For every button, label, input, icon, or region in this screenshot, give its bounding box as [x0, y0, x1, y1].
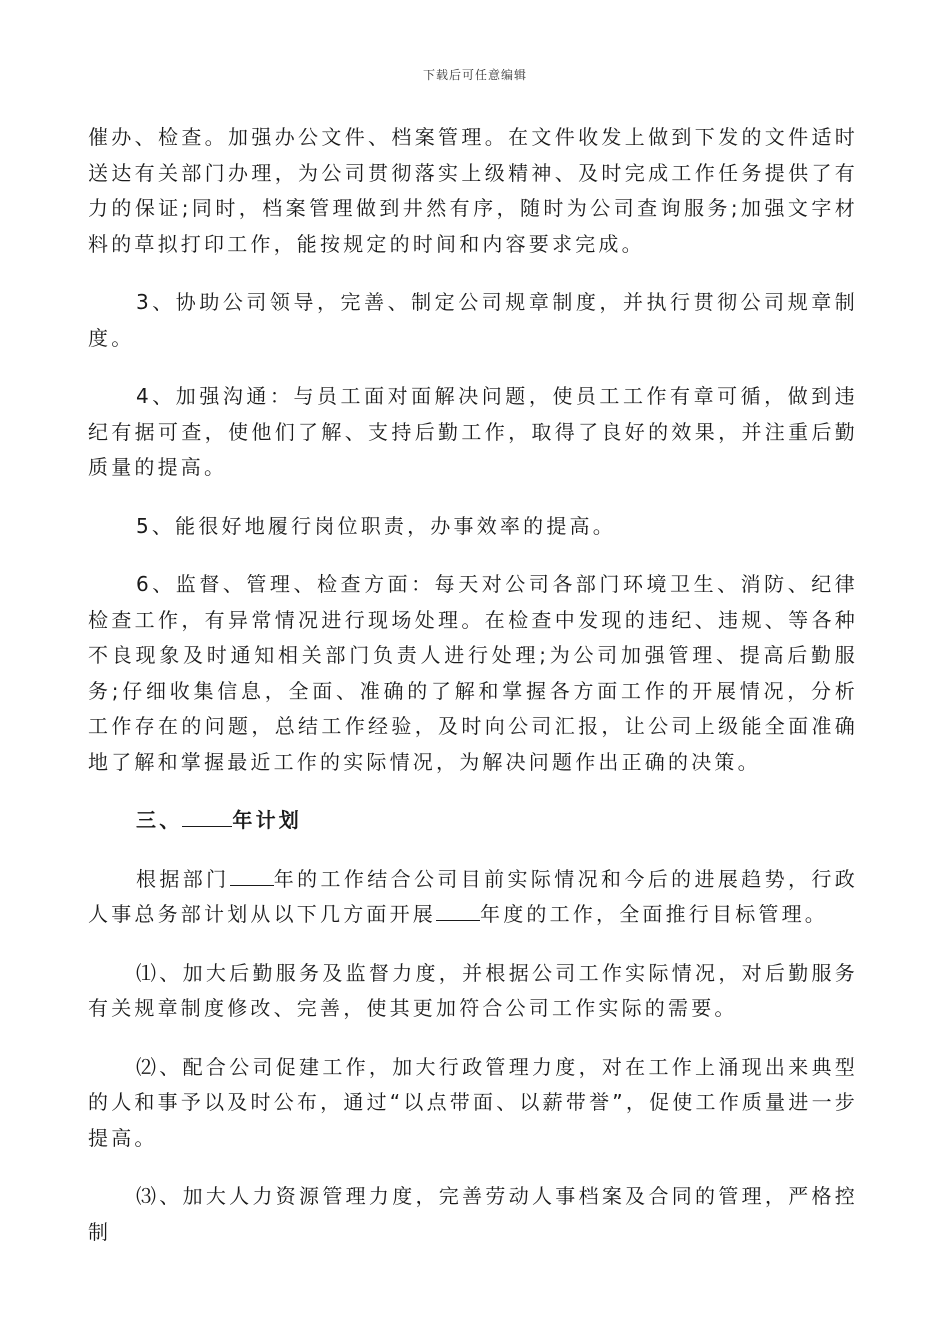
paragraph-item-3: 3、协助公司领导，完善、制定公司规章制度，并执行贯彻公司规章制度。: [88, 290, 858, 350]
paragraph-continuation: 催办、检查。加强办公文件、档案管理。在文件收发上做到下发的文件适时送达有关部门办理，为公司贯彻落实上级精神、及时完成工作任务提供了有力的保证;同时，档案管理做到井然有序，随时为公司查询服务;加强文字材料的草拟打印工作，能按规定的时间和内容要求完成。: [88, 125, 858, 256]
section-heading: [88, 803, 858, 839]
plan-item-2: ⑵、配合公司促建工作，加大行政管理力度，对在工作上涌现出来典型的人和事予以及时公布，通过“以点带面、以薪带誉”，促使工作质量进一步提高。: [88, 1054, 858, 1150]
paragraph-item-6: 6、监督、管理、检查方面：每天对公司各部门环境卫生、消防、纪律检查工作，有异常情况进行现场处理。在检查中发现的违纪、违规、等各种不良现象及时通知相关部门负责人进行处理;为公司加强管理、提高后勤服务;仔细收集信息，全面、准确的了解和掌握各方面工作的开展情况，分析工作存在的问题，总结工作经验，及时向公司汇报，让公司上级能全面准确地了解和掌握最近工作的实际情况，为解决问题作出正确的决策。: [88, 572, 858, 774]
section-heading-suffix: 年计划: [232, 808, 303, 832]
plan-intro-paragraph: [88, 862, 858, 933]
plan-item-1: ⑴、加大后勤服务及监督力度，并根据公司工作实际情况，对后勤服务有关规章制度修改、完善，使其更加符合公司工作实际的需要。: [88, 960, 858, 1020]
paragraph-item-5: 5、能很好地履行岗位职责，办事效率的提高。: [136, 513, 616, 538]
plan-intro-part1: 根据部门: [136, 866, 230, 891]
plan-intro-part3: 年度的工作，全面推行目标管理。: [480, 902, 828, 926]
year-blank: [436, 898, 480, 921]
year-blank: [230, 863, 274, 886]
paragraph-item-4: 4、加强沟通：与员工面对面解决问题，使员工工作有章可循，做到违纪有据可查，使他们了解、支持后勤工作，取得了良好的效果，并注重后勤质量的提高。: [88, 384, 858, 479]
plan-item-3: ⑶、加大人力资源管理力度，完善劳动人事档案及合同的管理，严格控制: [88, 1184, 858, 1244]
section-heading-prefix: 三、: [136, 808, 183, 832]
document-body: [88, 120, 858, 1273]
year-blank: [182, 804, 232, 827]
page-header-note: 下载后可任意编辑: [422, 68, 527, 82]
plan-intro-part2: 年的工作结合公司目前实际情况和今后的进展趋势，行政人事总务部计划从以下几方面开展: [88, 866, 858, 926]
